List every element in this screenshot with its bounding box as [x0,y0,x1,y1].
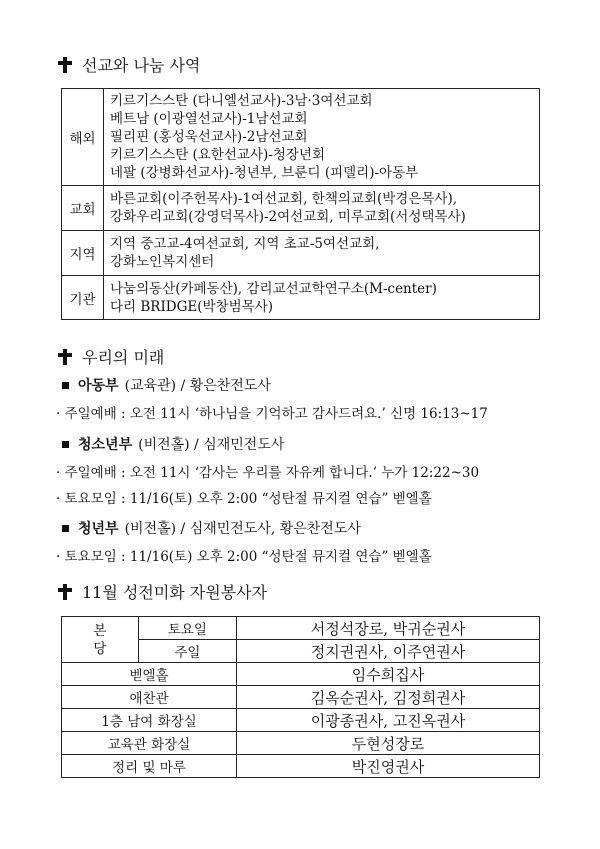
sub-label: 토요일 [138,617,236,640]
area-label: 교육관 화장실 [62,732,237,755]
bondang-label: 본 당 [62,617,139,663]
sub-label: 주일 [138,640,236,663]
table-row [62,231,540,276]
line: 키르기스스탄 (요한선교사)-청장년회 [110,147,326,163]
row-value [104,186,540,231]
section-title-mission [58,53,200,76]
dept-young-adults [62,518,361,538]
dept-info: (교육관) / 황은찬전도사 [124,378,271,394]
section-title-text: 우리의 미래 [82,348,165,367]
line: 네팔 (강병화선교사)-청년부, 브룬디 (피델리)-아동부 [110,165,419,181]
section-title-future [58,345,164,368]
table-row [62,617,540,640]
row-value [104,89,540,186]
cross-icon [58,349,72,365]
line: 키르기스스탄 (다니엘선교사)-3남·3여선교회 [110,93,373,109]
volunteer-table [61,616,540,778]
area-label: 정리 및 마루 [62,755,237,778]
schedule-item: · 토요모임 : 11/16(토) 오후 2:00 “성탄절 뮤지컬 연습” 벧엘홀 [56,491,432,507]
line: 다리 BRIDGE(박창범목사) [110,298,273,315]
volunteer-names: 임수희집사 [237,663,540,686]
schedule-item: · 주일예배 : 오전 11시 ‘감사는 우리를 자유케 합니다.’ 누가 12:22~30 [56,465,480,481]
volunteer-names: 두현성장로 [237,732,540,755]
table-row [62,686,540,709]
section-title-text: 선교와 나눔 사역 [82,56,201,75]
table-row [62,89,540,186]
line: 나눔의동산(카페동산), 감리교선교학연구소(M-center) [110,280,437,297]
area-label: 애찬관 [62,686,237,709]
row-key: 지역 [62,231,104,276]
table-row [62,276,540,320]
line: 바른교회(이주헌목사)-1여선교회, 한책의교회(박경은목사), [110,191,458,207]
line: 강화노인복지센터 [110,254,215,270]
square-bullet-icon [62,382,69,389]
mission-table [61,88,540,320]
row-value [104,231,540,276]
area-label: 1층 남여 화장실 [62,709,237,732]
square-bullet-icon [62,441,69,448]
dept-info: (비전홀) / 심재민전도사, 황은찬전도사 [124,521,361,537]
cross-icon [58,57,72,73]
line: 지역 중고교-4여선교회, 지역 초교-5여선교회, [110,236,380,252]
dept-name: 청소년부 [78,437,133,453]
line: 베트남 (이광열선교사)-1남선교회 [110,111,308,127]
table-row [62,663,540,686]
schedule-item: · 토요모임 : 11/16(토) 오후 2:00 “성탄절 뮤지컬 연습” 벧엘홀 [56,549,432,565]
row-value [104,276,540,320]
table-row [62,732,540,755]
dept-info: (비전홀) / 심재민전도사 [138,437,285,453]
volunteer-names: 박진영권사 [237,755,540,778]
table-row [62,709,540,732]
square-bullet-icon [62,525,69,532]
line: 강화우리교회(강영덕목사)-2여선교회, 미루교회(서성택목사) [110,209,466,225]
table-row [62,755,540,778]
schedule-item: · 주일예배 : 오전 11시 ‘하나님을 기억하고 감사드려요.’ 신명 16:13~17 [56,406,488,422]
row-key: 교회 [62,186,104,231]
volunteer-names: 이광종권사, 고진옥권사 [237,709,540,732]
dept-children [62,375,271,395]
area-label: 벧엘홀 [62,663,237,686]
cross-icon [58,584,72,600]
volunteer-names: 김옥순권사, 김정희권사 [237,686,540,709]
table-row [62,186,540,231]
section-title-volunteers [58,580,267,603]
line: 필리핀 (홍성욱선교사)-2남선교회 [110,129,308,145]
row-key: 해외 [62,89,104,186]
dept-name: 아동부 [78,378,119,394]
dept-youth [62,434,284,454]
dept-name: 청년부 [78,521,119,537]
row-key: 기관 [62,276,104,320]
volunteer-names: 서정석장로, 박귀순권사 [237,617,540,640]
section-title-text: 11월 성전미화 자원봉사자 [82,583,268,602]
volunteer-names: 정지권권사, 이주연권사 [237,640,540,663]
